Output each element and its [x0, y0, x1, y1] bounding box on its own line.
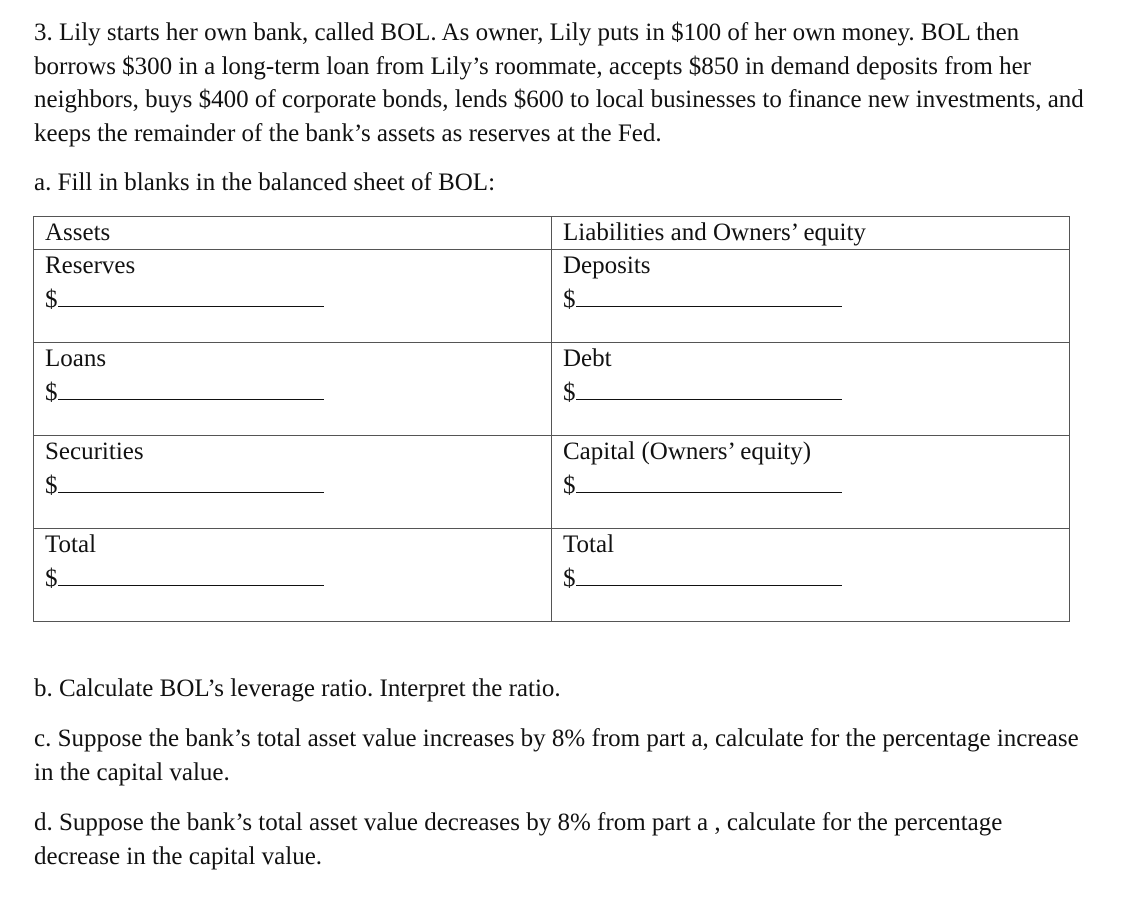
- question-intro: 3. Lily starts her own bank, called BOL. As owner, Lily puts in $100 of her own money. BOL then borrows $300 in a long-term loan from Lily’s roommate, accepts $850 in demand deposits from her neighbors, buys $400 of corporate bonds, lends $600 to local businesses to finance new investments, and keeps the remainder of the bank’s assets as reserves at the Fed.: [34, 19, 1084, 147]
- balance-sheet-table: [33, 216, 1070, 622]
- deposits-blank[interactable]: [576, 282, 842, 307]
- table-row: [34, 343, 1070, 436]
- loans-blank[interactable]: [58, 375, 324, 400]
- assets-total-label: Total: [45, 531, 97, 558]
- balance-sheet-header-row: [34, 217, 1070, 250]
- table-row: [34, 529, 1070, 622]
- debt-cell: [552, 343, 1070, 436]
- securities-cell: [34, 436, 552, 529]
- table-row: [34, 250, 1070, 343]
- part-b-prompt: b. Calculate BOL’s leverage ratio. Interpret the ratio.: [34, 675, 561, 702]
- currency-symbol: $: [563, 565, 576, 592]
- debt-label: Debt: [563, 345, 612, 372]
- part-a-prompt: a. Fill in blanks in the balanced sheet of BOL:: [34, 169, 496, 196]
- assets-total-cell: [34, 529, 552, 622]
- debt-blank[interactable]: [576, 375, 842, 400]
- currency-symbol: $: [563, 379, 576, 406]
- currency-symbol: $: [563, 286, 576, 313]
- currency-symbol: $: [45, 472, 58, 499]
- deposits-cell: [552, 250, 1070, 343]
- currency-symbol: $: [563, 472, 576, 499]
- capital-blank[interactable]: [576, 468, 842, 493]
- securities-blank[interactable]: [58, 468, 324, 493]
- securities-label: Securities: [45, 438, 144, 465]
- currency-symbol: $: [45, 379, 58, 406]
- part-c-prompt: c. Suppose the bank’s total asset value increases by 8% from part a, calculate for the percentage increase in the capital value.: [34, 725, 1079, 786]
- liabilities-header: Liabilities and Owners’ equity: [552, 217, 1070, 250]
- reserves-label: Reserves: [45, 252, 136, 279]
- assets-total-blank[interactable]: [58, 561, 324, 586]
- part-d-prompt: d. Suppose the bank’s total asset value decreases by 8% from part a , calculate for the percentage decrease in the capital value.: [34, 809, 1003, 870]
- assets-header: Assets: [34, 217, 552, 250]
- currency-symbol: $: [45, 565, 58, 592]
- liabilities-total-blank[interactable]: [576, 561, 842, 586]
- reserves-blank[interactable]: [58, 282, 324, 307]
- liabilities-total-cell: [552, 529, 1070, 622]
- table-row: [34, 436, 1070, 529]
- reserves-cell: [34, 250, 552, 343]
- loans-label: Loans: [45, 345, 107, 372]
- deposits-label: Deposits: [563, 252, 651, 279]
- currency-symbol: $: [45, 286, 58, 313]
- capital-cell: [552, 436, 1070, 529]
- liabilities-total-label: Total: [563, 531, 615, 558]
- loans-cell: [34, 343, 552, 436]
- capital-label: Capital (Owners’ equity): [563, 438, 812, 465]
